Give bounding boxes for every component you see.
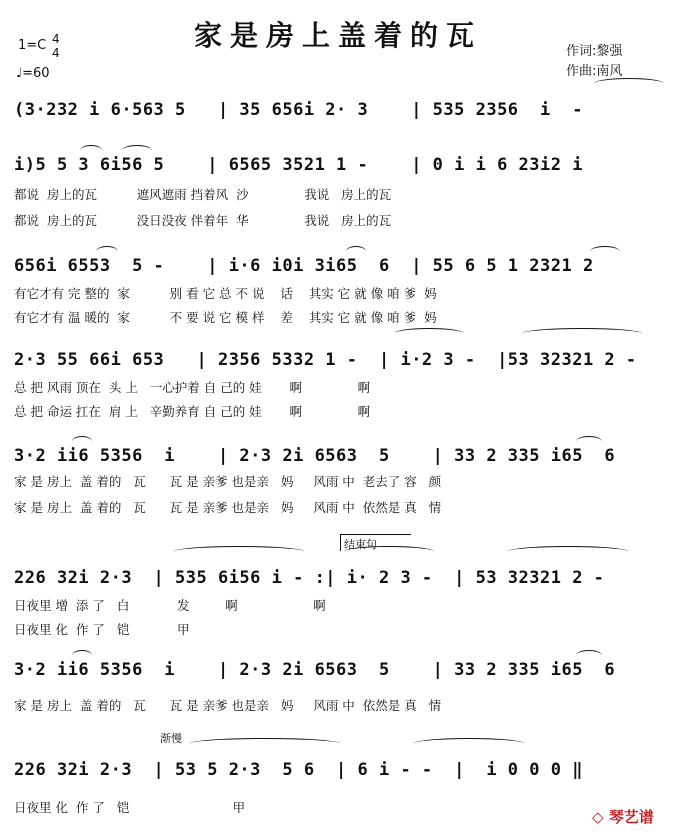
- slur: [80, 145, 102, 156]
- notes-row-5: 3·2 ii6 5356 i | 2·3 2i 6563 5 | 33 2 335 i65 6: [14, 446, 616, 466]
- slur: [576, 436, 602, 447]
- notes-row-6: 226 32i 2·3 | 535 6i56 i - :| i· 2 3 - | 53 32321 2 -: [14, 568, 605, 588]
- lyrics-verse-2: 日夜里 化 作 了 铠 甲: [14, 622, 190, 637]
- logo-icon: ◇: [592, 808, 604, 826]
- meter-bottom: 4: [52, 46, 60, 60]
- slur: [576, 650, 602, 661]
- lyrics-verse-2: 都说 房上的瓦 没日没夜 伴着年 华 我说 房上的瓦: [14, 213, 392, 228]
- lyricist: 作词:黎强: [566, 44, 623, 59]
- composer: 作曲:南风: [566, 64, 623, 79]
- lyrics-verse-1: 日夜里 增 添 了 白 发 啊 啊: [14, 598, 326, 613]
- slur: [344, 546, 434, 557]
- lyrics-verse-2: 有它才有 温 暖的 家 不 要 说 它 模 样 差 其实 它 就 像 咱 爹 妈: [14, 310, 437, 325]
- key-signature: 1=C: [18, 38, 47, 53]
- notes-row-4: 2·3 55 66i 653 | 2356 5332 1 - | i·2 3 - |53 32321 2 -: [14, 350, 637, 370]
- slur: [122, 145, 152, 156]
- slur: [394, 328, 464, 339]
- ending-label: 结束句: [344, 538, 377, 551]
- meter-top: 4: [52, 32, 60, 46]
- slur: [96, 246, 118, 257]
- slur: [190, 738, 340, 749]
- slur: [414, 738, 524, 749]
- slur: [174, 546, 304, 557]
- notes-row-8: 226 32i 2·3 | 53 5 2·3 5 6 | 6 i - - | i 0 0 0 ‖: [14, 760, 583, 780]
- lyrics-verse-1: 都说 房上的瓦 遮风遮雨 挡着风 沙 我说 房上的瓦: [14, 187, 392, 202]
- lyrics-verse-1: 家 是 房上 盖 着的 瓦 瓦 是 亲爹 也是亲 妈 风雨 中 老去了 容 颜: [14, 474, 442, 489]
- lyrics-verse-2: 家 是 房上 盖 着的 瓦 瓦 是 亲爹 也是亲 妈 风雨 中 依然是 真 情: [14, 500, 442, 515]
- slur: [594, 78, 664, 89]
- notes-row-3: 656i 6553 5 - | i·6 i0i 3i65 6 | 55 6 5 1 2321 2: [14, 256, 594, 276]
- notes-row-1: (3·232 i 6·563 5 | 35 656i 2· 3 | 535 2356 i -: [14, 100, 583, 120]
- slur: [590, 246, 620, 257]
- site-logo: [592, 806, 654, 827]
- lyrics-verse-1: 日夜里 化 作 了 铠 甲: [14, 800, 246, 815]
- logo-text: 琴艺谱: [608, 808, 654, 826]
- tempo-marking: ♩=60: [16, 66, 50, 81]
- slur: [72, 650, 92, 661]
- slur: [522, 328, 642, 339]
- slur: [508, 546, 628, 557]
- ritardando-mark: 渐慢: [160, 732, 182, 745]
- time-signature: [52, 32, 60, 60]
- lyrics-verse-1: 家 是 房上 盖 着的 瓦 瓦 是 亲爹 也是亲 妈 风雨 中 依然是 真 情: [14, 698, 442, 713]
- notes-row-2: i)5 5 3 6i56 5 | 6565 3521 1 - | 0 i i 6 23i2 i: [14, 155, 583, 175]
- lyrics-verse-2: 总 把 命运 扛在 肩 上 辛勤养育 自 己的 娃 啊 啊: [14, 404, 371, 419]
- notes-row-7: 3·2 ii6 5356 i | 2·3 2i 6563 5 | 33 2 335 i65 6: [14, 660, 616, 680]
- lyrics-verse-1: 有它才有 完 整的 家 别 看 它 总 不 说 话 其实 它 就 像 咱 爹 妈: [14, 286, 437, 301]
- lyrics-verse-1: 总 把 风雨 顶在 头 上 一心护着 自 己的 娃 啊 啊: [14, 380, 371, 395]
- slur: [72, 436, 92, 447]
- slur: [346, 246, 366, 257]
- song-title: 家是房上盖着的瓦: [193, 19, 482, 52]
